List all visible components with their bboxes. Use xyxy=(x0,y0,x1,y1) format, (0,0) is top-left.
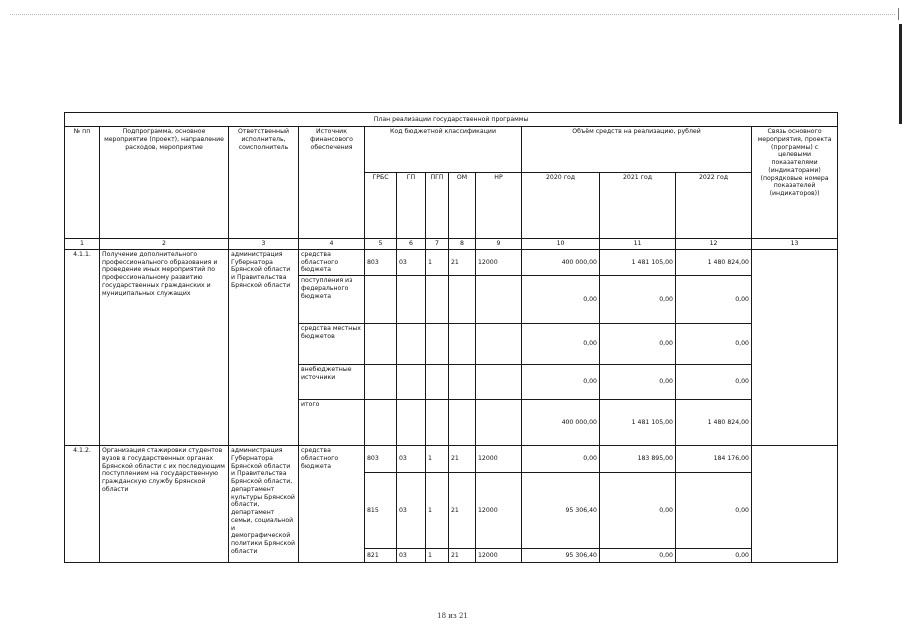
header-link: Связь основного мероприятия, проекта (программы) с целевыми показателями (индикаторами) (порядковые номера показателей (индикаторов)) xyxy=(752,127,838,239)
value-2021: 1 481 105,00 xyxy=(600,400,676,446)
value-2020: 0,00 xyxy=(522,446,600,473)
header-executor: Ответственный исполнитель, соисполнитель xyxy=(229,127,299,239)
gp-cell xyxy=(397,324,426,365)
program-text: Получение дополнительного профессионального образования и проведение иных мероприятий по профессиональному развитию государственных гражданских и муниципальных служащих xyxy=(100,249,229,445)
table-row xyxy=(65,249,838,275)
value-2022: 0,00 xyxy=(676,365,752,400)
program-text: Организация стажировки студентов вузов в государственных органах Брянской области с их последующим поступлением на государственную гражданскую службу Брянской области xyxy=(100,446,229,563)
value-2021: 0,00 xyxy=(600,473,676,549)
om-cell xyxy=(449,324,476,365)
source-cell: средства областного бюджета xyxy=(299,249,365,275)
value-2021: 183 895,00 xyxy=(600,446,676,473)
col-number: 8 xyxy=(449,239,476,250)
gp-cell xyxy=(397,276,426,324)
nr-cell: 12000 xyxy=(476,473,522,549)
scan-artifact-mark xyxy=(898,8,899,20)
value-2021: 0,00 xyxy=(600,276,676,324)
gp-cell: 03 xyxy=(397,249,426,275)
source-cell: внебюджетные источники xyxy=(299,365,365,400)
gp-cell xyxy=(397,365,426,400)
value-2021: 0,00 xyxy=(600,324,676,365)
value-2021: 0,00 xyxy=(600,365,676,400)
row-number: 4.1.1. xyxy=(65,249,100,445)
value-2020: 0,00 xyxy=(522,365,600,400)
link-cell xyxy=(752,446,838,563)
source-cell: итого xyxy=(299,400,365,446)
table-row xyxy=(65,446,838,473)
source-cell: поступления из федерального бюджета xyxy=(299,276,365,324)
grbs-cell xyxy=(365,324,397,365)
pgp-cell: 1 xyxy=(426,549,449,563)
om-cell: 21 xyxy=(449,549,476,563)
col-number: 10 xyxy=(522,239,600,250)
value-2022: 0,00 xyxy=(676,473,752,549)
col-number: 11 xyxy=(600,239,676,250)
header-gp: ГП xyxy=(397,173,426,239)
nr-cell: 12000 xyxy=(476,446,522,473)
table-caption: План реализации государственной программы xyxy=(65,113,838,127)
pgp-cell xyxy=(426,276,449,324)
executor-text: администрация Губернатора Брянской области и Правительства Брянской области xyxy=(229,249,299,445)
value-2022: 0,00 xyxy=(676,324,752,365)
grbs-cell: 815 xyxy=(365,473,397,549)
grbs-cell xyxy=(365,276,397,324)
col-number: 1 xyxy=(65,239,100,250)
value-2022: 0,00 xyxy=(676,549,752,563)
col-number: 9 xyxy=(476,239,522,250)
col-number: 13 xyxy=(752,239,838,250)
col-number: 6 xyxy=(397,239,426,250)
header-volume: Объём средств на реализацию, рублей xyxy=(522,127,752,173)
om-cell xyxy=(449,400,476,446)
pgp-cell xyxy=(426,400,449,446)
value-2022: 0,00 xyxy=(676,276,752,324)
value-2020: 95 306,40 xyxy=(522,473,600,549)
om-cell xyxy=(449,276,476,324)
grbs-cell: 803 xyxy=(365,249,397,275)
om-cell xyxy=(449,365,476,400)
header-nr: НР xyxy=(476,173,522,239)
source-cell: средства областного бюджета xyxy=(299,446,365,563)
grbs-cell xyxy=(365,400,397,446)
pgp-cell: 1 xyxy=(426,446,449,473)
value-2020: 400 000,00 xyxy=(522,400,600,446)
value-2022: 184 176,00 xyxy=(676,446,752,473)
grbs-cell xyxy=(365,365,397,400)
header-2020: 2020 год xyxy=(522,173,600,239)
value-2022: 1 480 824,00 xyxy=(676,249,752,275)
om-cell: 21 xyxy=(449,473,476,549)
header-grbs: ГРБС xyxy=(365,173,397,239)
scan-edge-bar xyxy=(899,24,902,124)
value-2020: 95 306,40 xyxy=(522,549,600,563)
nr-cell xyxy=(476,276,522,324)
executor-text: администрация Губернатора Брянской области и Правительства Брянской области, департамент культуры Брянской области, департамент семьи, социальной и демографической политики Брянской области xyxy=(229,446,299,563)
gp-cell xyxy=(397,400,426,446)
col-number: 4 xyxy=(299,239,365,250)
header-om: ОМ xyxy=(449,173,476,239)
value-2020: 400 000,00 xyxy=(522,249,600,275)
pgp-cell: 1 xyxy=(426,249,449,275)
header-pgp: ПГП xyxy=(426,173,449,239)
value-2020: 0,00 xyxy=(522,276,600,324)
value-2020: 0,00 xyxy=(522,324,600,365)
grbs-cell: 803 xyxy=(365,446,397,473)
scan-artifact-line xyxy=(10,14,895,21)
grbs-cell: 821 xyxy=(365,549,397,563)
nr-cell xyxy=(476,324,522,365)
page-number: 18 из 21 xyxy=(437,612,468,620)
col-number: 7 xyxy=(426,239,449,250)
value-2021: 0,00 xyxy=(600,549,676,563)
column-number-row xyxy=(65,239,838,250)
value-2021: 1 481 105,00 xyxy=(600,249,676,275)
pgp-cell: 1 xyxy=(426,473,449,549)
gp-cell: 03 xyxy=(397,473,426,549)
pgp-cell xyxy=(426,324,449,365)
link-cell xyxy=(752,249,838,445)
source-cell: средства местных бюджетов xyxy=(299,324,365,365)
col-number: 5 xyxy=(365,239,397,250)
gp-cell: 03 xyxy=(397,446,426,473)
nr-cell xyxy=(476,400,522,446)
nr-cell xyxy=(476,365,522,400)
col-number: 2 xyxy=(100,239,229,250)
om-cell: 21 xyxy=(449,446,476,473)
pgp-cell xyxy=(426,365,449,400)
nr-cell: 12000 xyxy=(476,549,522,563)
header-2022: 2022 год xyxy=(676,173,752,239)
col-number: 12 xyxy=(676,239,752,250)
header-budget-code: Код бюджетной классификации xyxy=(365,127,522,173)
header-2021: 2021 год xyxy=(600,173,676,239)
om-cell: 21 xyxy=(449,249,476,275)
header-num: № пп xyxy=(65,127,100,239)
program-plan-table xyxy=(64,112,838,563)
col-number: 3 xyxy=(229,239,299,250)
header-source: Источник финансового обеспечения xyxy=(299,127,365,239)
nr-cell: 12000 xyxy=(476,249,522,275)
gp-cell: 03 xyxy=(397,549,426,563)
value-2022: 1 480 824,00 xyxy=(676,400,752,446)
header-program: Подпрограмма, основное мероприятие (проект), направление расходов, мероприятие xyxy=(100,127,229,239)
row-number: 4.1.2. xyxy=(65,446,100,563)
